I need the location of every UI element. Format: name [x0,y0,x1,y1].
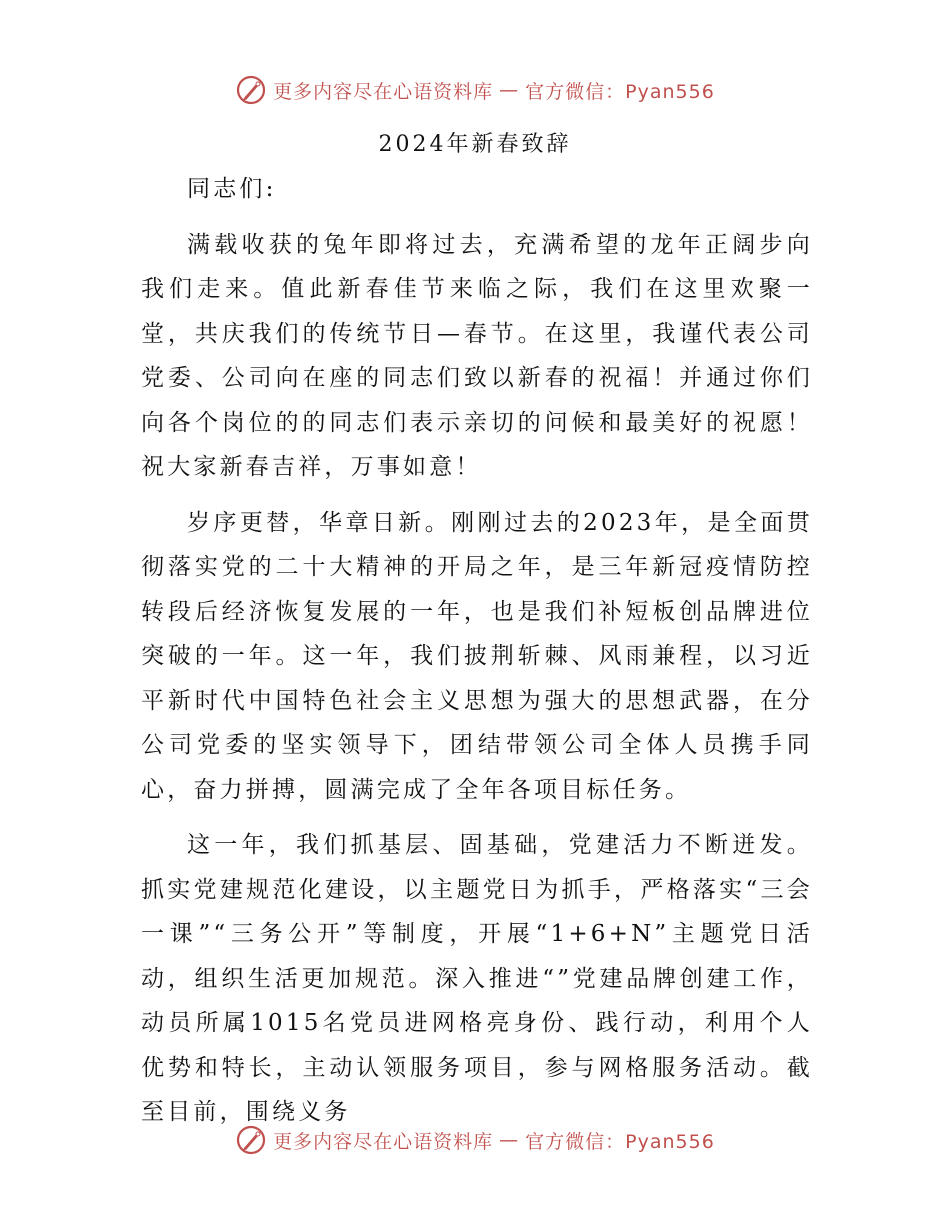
document-title: 2024年新春致辞 [378,132,572,157]
banner-main-text: 更多内容尽在心语资料库 [273,1130,494,1153]
paragraph: 岁序更替，华章日新。刚刚过去的2023年，是全面贯彻落实党的二十大精神的开局之年，是三年新冠疫情防控转段后经济恢复发展的一年，也是我们补短板创品牌进位突破的一年。这一年，我们披荆斩棘、风雨兼程，以习近平新时代中国特色社会主义思想为强大的思想武器，在分公司党委的坚实领导下，团结带领公司全体人员携手同心，奋力拼搏，圆满完成了全年各项目标任务。 [141,509,813,803]
banner-dash: — [499,79,520,101]
paragraph: 这一年，我们抓基层、固基础，党建活力不断迸发。抓实党建规范化建设，以主题党日为抓手，严格落实“三会一课”“三务公开”等制度，开展“1+6+N”主题党日活动，组织生活更加规范。深入推进“”党建品牌创建工作，动员所属1015名党员进网格亮身份、践行动，利用个人优势和特长，主动认领服务项目，参与网格服务活动。截至目前，围绕义务 [141,832,813,1125]
banner-main-text: 更多内容尽在心语资料库 [273,80,494,103]
footer-watermark-banner [0,1124,950,1156]
quill-pen-logo-icon [235,74,267,106]
quill-pen-logo-icon [235,1124,267,1156]
paragraph: 满载收获的兔年即将过去，充满希望的龙年正阔步向我们走来。值此新春佳节来临之际，我们在这里欢聚一堂，共庆我们的传统节日—春节。在这里，我谨代表公司党委、公司向在座的同志们致以新春的祝福！并通过你们向各个岗位的的同志们表示亲切的问候和最美好的祝愿！祝大家新春吉祥，万事如意！ [141,231,813,480]
header-watermark-banner [0,74,950,106]
banner-wechat-text: 官方微信：Pyan556 [525,80,715,103]
banner-wechat-text: 官方微信：Pyan556 [525,1130,715,1153]
banner-dash: — [499,1129,520,1151]
salutation: 同志们: [187,176,277,202]
document-body [141,167,813,1146]
